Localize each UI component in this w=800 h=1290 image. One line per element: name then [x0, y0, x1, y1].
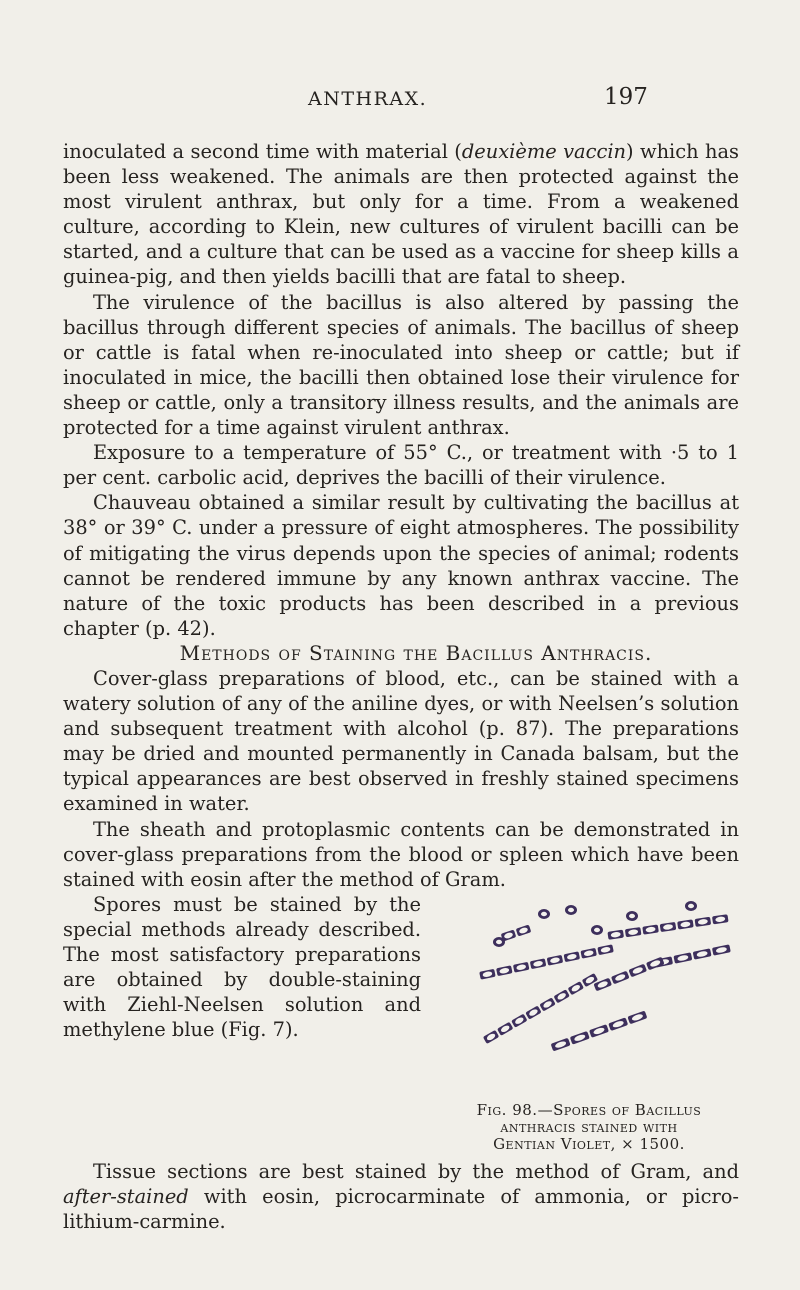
- page-header: [0, 84, 800, 114]
- free-spore-inner: [568, 908, 574, 912]
- free-spore: [565, 905, 577, 915]
- running-head: ANTHRAX.: [308, 88, 428, 110]
- bacillus-spores-illustration: [439, 896, 739, 1096]
- sheath-text: The sheath and protoplasmic contents can be demonstrated in cover-glass preparations from the blood or spleen which have been stained with eosin after the method of Gram.: [63, 817, 739, 891]
- bacillus-chain: [551, 1010, 648, 1051]
- figure-caption: [439, 1102, 739, 1153]
- paragraph-sheath: [63, 817, 739, 892]
- free-spore: [591, 925, 603, 935]
- free-spore-inner: [688, 904, 694, 908]
- bacillus-chain: [593, 956, 664, 991]
- p1-text-b: ) which has been less weakened. The animals are then protected against the most virulent anthrax, but only for a time. From a weakened culture, according to Klein, new cultures of virulent bacilli can be started, and a culture that can be used as a vaccine for sheep kills a guinea-pig, and then yields bacilli that are fatal to sheep.: [63, 140, 739, 289]
- free-spore-inner: [594, 928, 600, 932]
- paragraph-cover-glass: Cover-glass preparations of blood, etc., can be stained with a watery solution of any of the aniline dyes, or with Neelsen’s solution and subsequent treatment with alcohol (p. 87). The preparations may be dried and mounted permanently in Canada balsam, but the typical appearances are best observed in freshly stained specimens examined in water.: [63, 666, 739, 816]
- figure-98: [439, 896, 739, 1153]
- page-number: 197: [604, 84, 648, 110]
- free-spore: [626, 911, 638, 921]
- paragraph-spores: Spores must be stained by the special methods already described. The most satisfactory preparations are obtained by double-staining with Ziehl-Neelsen solution and methylene blue (Fig. 7).: [63, 892, 421, 1042]
- paragraph-virulence-altered: The virulence of the bacillus is also altered by passing the bacillus through different species of animals. The bacillus of sheep or cattle is fatal when re-inoculated into sheep or cattle; but if inoculated in mice, the bacilli then obtained lose their virulence for sheep or cattle, only a transitory illness results, and the animals are protected for a time against virulent anthrax.: [63, 290, 739, 440]
- free-spore: [685, 901, 697, 911]
- bacillus-chain: [607, 914, 728, 940]
- caption-line-2: anthracis stained with: [500, 1117, 678, 1136]
- free-spore-inner: [541, 912, 547, 916]
- caption-line-3: Gentian Violet, × 1500.: [493, 1134, 685, 1153]
- paragraph-exposure: Exposure to a temperature of 55° C., or treatment with ·5 to 1 per cent. carbolic acid, deprives the bacilli of their virulence.: [63, 441, 739, 490]
- free-spore-inner: [629, 914, 635, 918]
- bacillus-chain: [654, 944, 731, 967]
- p1-text-a: inoculated a second time with material (: [63, 140, 462, 163]
- tissue-text-b: with eosin, picrocarminate of ammonia, or picro-lithium-carmine.: [63, 1184, 739, 1233]
- bacillus-chain: [501, 924, 532, 941]
- caption-line-1: Fig. 98.—Spores of Bacillus: [476, 1100, 702, 1119]
- p1-italic: deuxième vaccin: [461, 140, 627, 163]
- paragraph-chauveau: Chauveau obtained a similar result by cultivating the bacillus at 38° or 39° C. under a pressure of eight atmospheres. The possibility of mitigating the virus depends upon the species of animal; rodents cannot be rendered immune by any known anthrax vaccine. The nature of the toxic products has been described in a previous chapter (p. 42).: [63, 491, 739, 640]
- free-spore-inner: [496, 940, 502, 944]
- body-text: [63, 139, 739, 1234]
- free-spore: [538, 909, 550, 919]
- section-heading: Methods of Staining the Bacillus Anthracis.: [179, 640, 653, 665]
- tissue-text-a: Tissue sections are best stained by the method of Gram, and: [93, 1159, 739, 1183]
- paragraph-tissue-sections: [63, 1159, 739, 1234]
- after-stained-italic: after-stained: [63, 1184, 189, 1208]
- paragraph-continued: [63, 139, 739, 290]
